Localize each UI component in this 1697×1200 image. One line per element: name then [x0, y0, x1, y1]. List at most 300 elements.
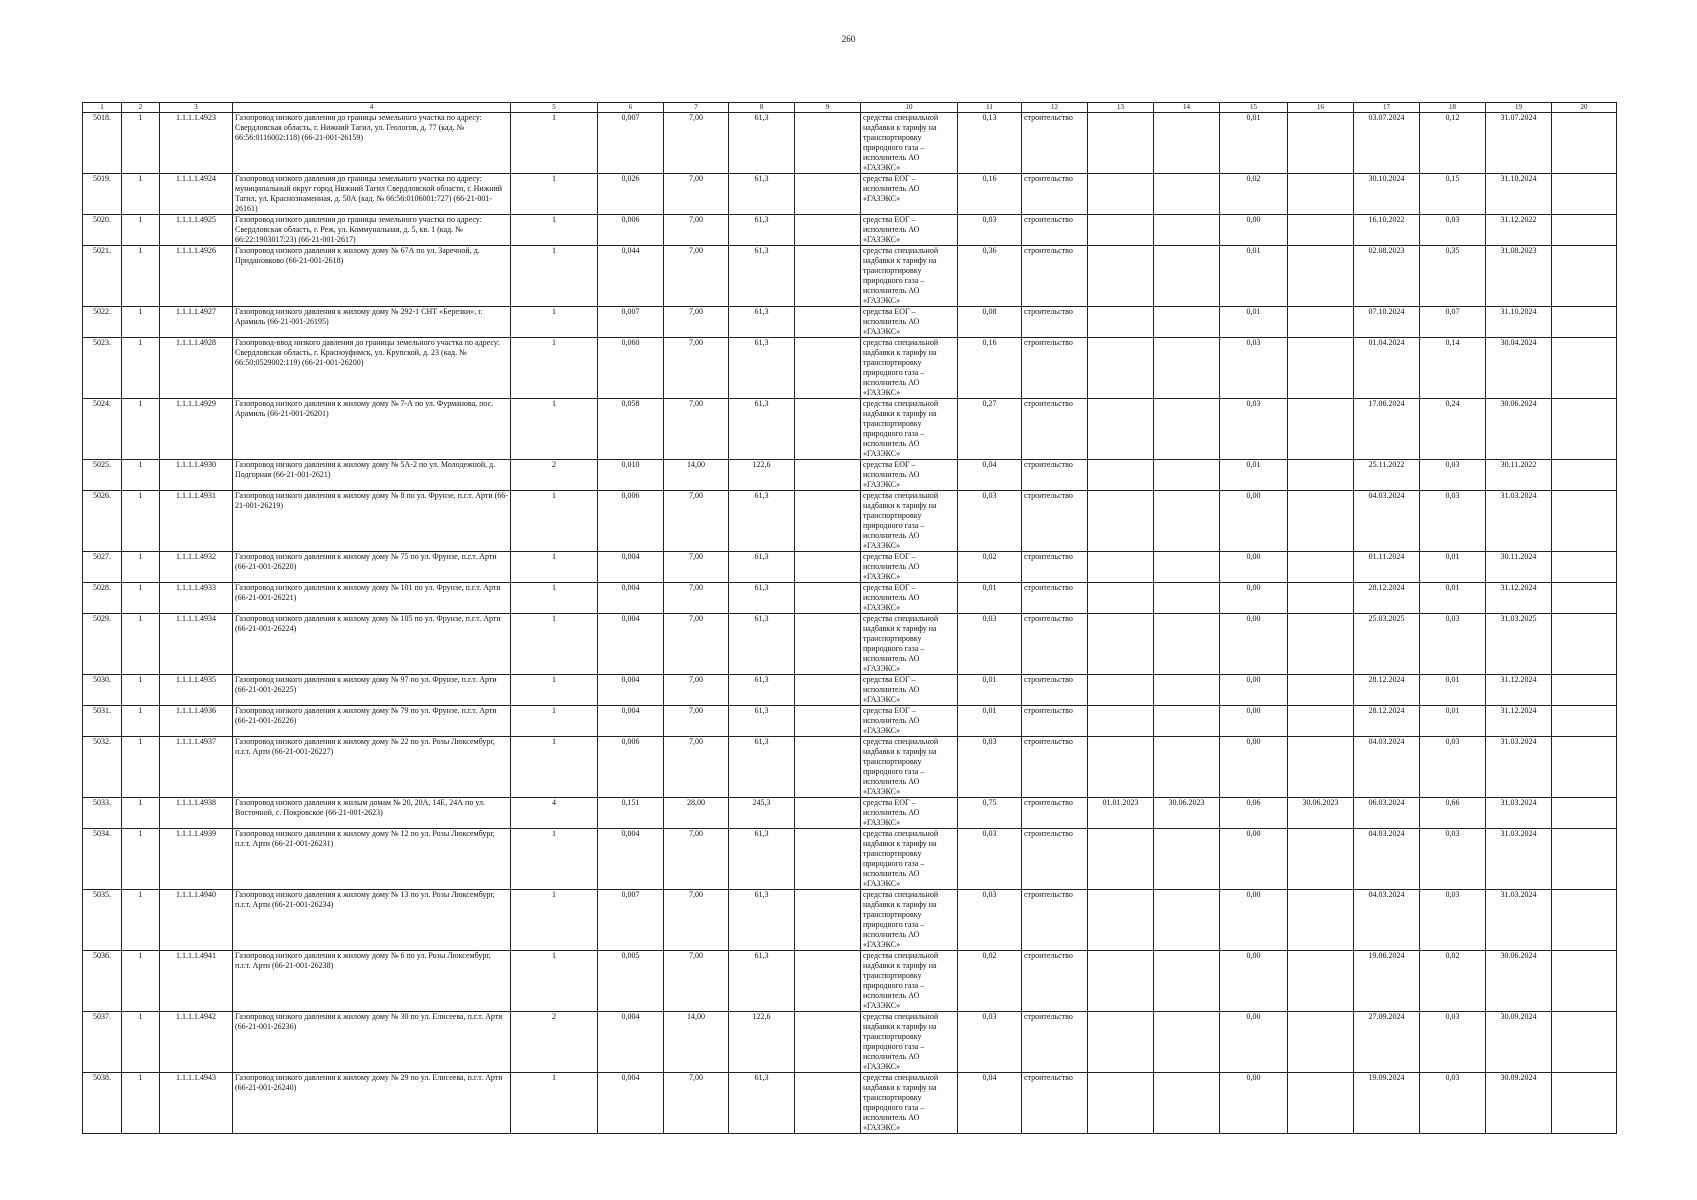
table-cell-col-8: 61,3	[729, 951, 795, 1012]
table-cell-col-14	[1154, 307, 1220, 338]
table-cell-col-17: 16.10.2022	[1354, 215, 1420, 246]
table-cell-col-18: 0,12	[1420, 113, 1486, 174]
table-cell-col-14	[1154, 706, 1220, 737]
table-cell-col-20	[1552, 614, 1617, 675]
table-cell-col-16	[1288, 307, 1354, 338]
table-cell-col-10: средства ЕОГ – исполнитель АО «ГАЗЭКС»	[861, 215, 958, 246]
table-cell-col-18: 0,15	[1420, 174, 1486, 215]
table-cell-col-10: средства ЕОГ – исполнитель АО «ГАЗЭКС»	[861, 675, 958, 706]
table-cell-col-19: 31.03.2024	[1486, 491, 1552, 552]
table-cell-col-9	[795, 174, 861, 215]
table-cell-col-20	[1552, 113, 1617, 174]
table-cell-col-7: 7,00	[664, 113, 729, 174]
table-cell-col-6: 0,151	[598, 798, 664, 829]
table-cell-col-17: 01.04.2024	[1354, 338, 1420, 399]
table-cell-col-5: 1	[511, 215, 598, 246]
table-cell-col-11: 0,16	[958, 174, 1022, 215]
table-cell-col-2: 1	[122, 890, 160, 951]
table-cell-col-11: 0,03	[958, 737, 1022, 798]
table-cell-col-8: 61,3	[729, 113, 795, 174]
table-cell-col-7: 7,00	[664, 338, 729, 399]
table-cell-col-19: 31.03.2024	[1486, 798, 1552, 829]
table-cell-col-2: 1	[122, 675, 160, 706]
table-cell-col-3: 1.1.1.1.4931	[160, 491, 233, 552]
table-cell-col-7: 7,00	[664, 215, 729, 246]
table-row	[83, 614, 1617, 675]
table-cell-col-13	[1088, 338, 1154, 399]
table-cell-col-17: 25.03.2025	[1354, 614, 1420, 675]
table-cell-col-17: 06.03.2024	[1354, 798, 1420, 829]
column-number-19: 19	[1486, 103, 1552, 113]
table-cell-col-6: 0,006	[598, 491, 664, 552]
table-cell-col-9	[795, 338, 861, 399]
table-cell-col-16	[1288, 1073, 1354, 1134]
table-cell-col-10: средства специальной надбавки к тарифу на транспортировку природного газа – исполнитель АО «ГАЗЭКС»	[861, 113, 958, 174]
table-cell-col-15: 0,00	[1220, 552, 1288, 583]
column-number-5: 5	[511, 103, 598, 113]
table-cell-col-1: 5037.	[83, 1012, 122, 1073]
table-cell-col-13	[1088, 890, 1154, 951]
table-cell-col-16	[1288, 951, 1354, 1012]
table-cell-col-17: 04.03.2024	[1354, 491, 1420, 552]
table-cell-col-3: 1.1.1.1.4941	[160, 951, 233, 1012]
table-cell-col-9	[795, 491, 861, 552]
table-cell-col-13	[1088, 246, 1154, 307]
table-cell-col-11: 0,02	[958, 951, 1022, 1012]
table-cell-col-2: 1	[122, 1012, 160, 1073]
table-cell-col-16	[1288, 399, 1354, 460]
table-cell-col-16	[1288, 890, 1354, 951]
table-cell-col-3: 1.1.1.1.4942	[160, 1012, 233, 1073]
table-cell-col-20	[1552, 583, 1617, 614]
table-cell-col-18: 0,35	[1420, 246, 1486, 307]
table-cell-col-5: 1	[511, 113, 598, 174]
table-cell-col-17: 03.07.2024	[1354, 113, 1420, 174]
table-cell-col-17: 30.10.2024	[1354, 174, 1420, 215]
table-cell-col-4: Газопровод низкого давления к жилому дому № 29 по ул. Елисеева, п.г.т. Арти (66-21-001-26240)	[233, 1073, 511, 1134]
table-cell-col-18: 0,03	[1420, 1073, 1486, 1134]
table-cell-col-11: 0,01	[958, 583, 1022, 614]
table-row	[83, 675, 1617, 706]
table-cell-col-5: 1	[511, 491, 598, 552]
table-cell-col-3: 1.1.1.1.4923	[160, 113, 233, 174]
table-cell-col-10: средства ЕОГ – исполнитель АО «ГАЗЭКС»	[861, 460, 958, 491]
table-cell-col-3: 1.1.1.1.4936	[160, 706, 233, 737]
table-cell-col-5: 1	[511, 675, 598, 706]
column-number-8: 8	[729, 103, 795, 113]
table-cell-col-3: 1.1.1.1.4925	[160, 215, 233, 246]
table-cell-col-10: средства специальной надбавки к тарифу на транспортировку природного газа – исполнитель АО «ГАЗЭКС»	[861, 246, 958, 307]
table-cell-col-7: 7,00	[664, 552, 729, 583]
table-cell-col-5: 1	[511, 246, 598, 307]
table-cell-col-13	[1088, 460, 1154, 491]
table-cell-col-18: 0,03	[1420, 614, 1486, 675]
table-cell-col-9	[795, 1073, 861, 1134]
table-cell-col-19: 31.12.2024	[1486, 583, 1552, 614]
table-cell-col-12: строительство	[1022, 491, 1088, 552]
table-cell-col-8: 122,6	[729, 460, 795, 491]
table-cell-col-3: 1.1.1.1.4926	[160, 246, 233, 307]
table-cell-col-20	[1552, 737, 1617, 798]
table-cell-col-7: 7,00	[664, 491, 729, 552]
table-cell-col-4: Газопровод низкого давления к жилому дому № 8 по ул. Фрунзе, п.г.т. Арти (66-21-001-26219)	[233, 491, 511, 552]
table-cell-col-12: строительство	[1022, 174, 1088, 215]
column-number-16: 16	[1288, 103, 1354, 113]
table-cell-col-19: 31.10.2024	[1486, 174, 1552, 215]
table-cell-col-17: 28.12.2024	[1354, 706, 1420, 737]
table-cell-col-20	[1552, 552, 1617, 583]
table-cell-col-11: 0,03	[958, 890, 1022, 951]
table-cell-col-18: 0,03	[1420, 460, 1486, 491]
table-cell-col-2: 1	[122, 174, 160, 215]
table-cell-col-15: 0,00	[1220, 675, 1288, 706]
table-cell-col-14	[1154, 614, 1220, 675]
table-cell-col-14	[1154, 890, 1220, 951]
table-cell-col-9	[795, 675, 861, 706]
table-cell-col-16	[1288, 113, 1354, 174]
table-row	[83, 338, 1617, 399]
table-row	[83, 174, 1617, 215]
table-cell-col-9	[795, 215, 861, 246]
table-cell-col-1: 5035.	[83, 890, 122, 951]
table-cell-col-3: 1.1.1.1.4937	[160, 737, 233, 798]
table-cell-col-8: 61,3	[729, 552, 795, 583]
table-cell-col-7: 7,00	[664, 737, 729, 798]
table-cell-col-2: 1	[122, 460, 160, 491]
table-cell-col-18: 0,03	[1420, 215, 1486, 246]
table-cell-col-17: 25.11.2022	[1354, 460, 1420, 491]
table-cell-col-12: строительство	[1022, 338, 1088, 399]
table-cell-col-19: 31.07.2024	[1486, 113, 1552, 174]
table-cell-col-9	[795, 552, 861, 583]
table-cell-col-6: 0,004	[598, 706, 664, 737]
table-cell-col-8: 61,3	[729, 399, 795, 460]
table-cell-col-7: 7,00	[664, 399, 729, 460]
table-cell-col-4: Газопровод низкого давления до границы земельного участка по адресу: Свердловская область, г. Нижний Тагил, ул. Геологов, д. 77 (кад. № 66:56:0116002:118) (66-21-001-26159)	[233, 113, 511, 174]
table-cell-col-7: 7,00	[664, 174, 729, 215]
table-cell-col-9	[795, 246, 861, 307]
table-cell-col-20	[1552, 675, 1617, 706]
column-number-9: 9	[795, 103, 861, 113]
table-cell-col-1: 5032.	[83, 737, 122, 798]
table-cell-col-8: 61,3	[729, 491, 795, 552]
table-cell-col-5: 1	[511, 829, 598, 890]
table-cell-col-2: 1	[122, 1073, 160, 1134]
table-cell-col-2: 1	[122, 215, 160, 246]
column-number-20: 20	[1552, 103, 1617, 113]
table-cell-col-2: 1	[122, 706, 160, 737]
table-row	[83, 246, 1617, 307]
table-row	[83, 491, 1617, 552]
table-row	[83, 552, 1617, 583]
table-cell-col-15: 0,01	[1220, 246, 1288, 307]
table-cell-col-8: 61,3	[729, 307, 795, 338]
table-row	[83, 890, 1617, 951]
table-cell-col-9	[795, 460, 861, 491]
table-cell-col-6: 0,006	[598, 737, 664, 798]
table-cell-col-19: 31.12.2024	[1486, 706, 1552, 737]
table-row	[83, 737, 1617, 798]
table-cell-col-6: 0,004	[598, 614, 664, 675]
table-cell-col-14	[1154, 1073, 1220, 1134]
table-cell-col-4: Газопровод низкого давления к жилому дому № 30 по ул. Елисеева, п.г.т. Арти (66-21-001-26236)	[233, 1012, 511, 1073]
table-cell-col-3: 1.1.1.1.4932	[160, 552, 233, 583]
table-cell-col-14	[1154, 215, 1220, 246]
table-cell-col-9	[795, 951, 861, 1012]
table-cell-col-18: 0,01	[1420, 706, 1486, 737]
table-row	[83, 1012, 1617, 1073]
table-cell-col-5: 1	[511, 737, 598, 798]
table-cell-col-13	[1088, 174, 1154, 215]
table-cell-col-8: 61,3	[729, 246, 795, 307]
column-number-4: 4	[233, 103, 511, 113]
table-cell-col-3: 1.1.1.1.4940	[160, 890, 233, 951]
column-number-14: 14	[1154, 103, 1220, 113]
table-cell-col-18: 0,03	[1420, 1012, 1486, 1073]
table-cell-col-19: 30.11.2024	[1486, 552, 1552, 583]
table-cell-col-6: 0,004	[598, 1073, 664, 1134]
table-cell-col-8: 61,3	[729, 706, 795, 737]
table-cell-col-16	[1288, 614, 1354, 675]
table-cell-col-14	[1154, 829, 1220, 890]
table-cell-col-4: Газопровод низкого давления к жилому дому № 7-А по ул. Фурманова, пос. Арамиль (66-21-001-26201)	[233, 399, 511, 460]
table-cell-col-8: 61,3	[729, 215, 795, 246]
table-cell-col-7: 7,00	[664, 246, 729, 307]
table-cell-col-18: 0,03	[1420, 829, 1486, 890]
table-cell-col-15: 0,02	[1220, 174, 1288, 215]
table-cell-col-11: 0,04	[958, 1073, 1022, 1134]
table-cell-col-5: 2	[511, 460, 598, 491]
table-cell-col-15: 0,00	[1220, 706, 1288, 737]
table-cell-col-10: средства ЕОГ – исполнитель АО «ГАЗЭКС»	[861, 798, 958, 829]
table-cell-col-8: 61,3	[729, 338, 795, 399]
table-cell-col-1: 5018.	[83, 113, 122, 174]
table-cell-col-1: 5036.	[83, 951, 122, 1012]
table-cell-col-14	[1154, 491, 1220, 552]
table-cell-col-3: 1.1.1.1.4943	[160, 1073, 233, 1134]
table-cell-col-12: строительство	[1022, 614, 1088, 675]
table-cell-col-18: 0,07	[1420, 307, 1486, 338]
table-cell-col-6: 0,004	[598, 1012, 664, 1073]
table-cell-col-10: средства ЕОГ – исполнитель АО «ГАЗЭКС»	[861, 552, 958, 583]
table-cell-col-14	[1154, 338, 1220, 399]
table-cell-col-20	[1552, 460, 1617, 491]
table-cell-col-17: 17.06.2024	[1354, 399, 1420, 460]
table-cell-col-16	[1288, 1012, 1354, 1073]
table-cell-col-10: средства специальной надбавки к тарифу на транспортировку природного газа – исполнитель АО «ГАЗЭКС»	[861, 951, 958, 1012]
table-cell-col-2: 1	[122, 307, 160, 338]
table-cell-col-7: 7,00	[664, 706, 729, 737]
table-cell-col-8: 61,3	[729, 890, 795, 951]
table-cell-col-12: строительство	[1022, 113, 1088, 174]
table-cell-col-8: 61,3	[729, 583, 795, 614]
table-cell-col-11: 0,36	[958, 246, 1022, 307]
table-cell-col-13	[1088, 829, 1154, 890]
table-cell-col-6: 0,010	[598, 460, 664, 491]
column-number-row	[83, 103, 1617, 113]
table-cell-col-14	[1154, 113, 1220, 174]
table-row	[83, 706, 1617, 737]
table-cell-col-10: средства специальной надбавки к тарифу на транспортировку природного газа – исполнитель АО «ГАЗЭКС»	[861, 338, 958, 399]
table-cell-col-13	[1088, 951, 1154, 1012]
table-cell-col-4: Газопровод низкого давления до границы земельного участка по адресу: Свердловская область, г. Реж, ул. Коммунальная, д. 5, кв. 1 (кад. № 66:22:1903017:23) (66-21-001-2617)	[233, 215, 511, 246]
table-cell-col-9	[795, 583, 861, 614]
table-cell-col-2: 1	[122, 113, 160, 174]
table-cell-col-12: строительство	[1022, 583, 1088, 614]
table-cell-col-4: Газопровод низкого давления к жилому дому № 105 по ул. Фрунзе, п.г.т. Арти (66-21-001-26224)	[233, 614, 511, 675]
table-cell-col-17: 02.08.2023	[1354, 246, 1420, 307]
table-cell-col-11: 0,02	[958, 552, 1022, 583]
table-cell-col-13	[1088, 737, 1154, 798]
table-cell-col-16	[1288, 460, 1354, 491]
table-cell-col-17: 28.12.2024	[1354, 583, 1420, 614]
table-cell-col-7: 14,00	[664, 460, 729, 491]
table-cell-col-1: 5019.	[83, 174, 122, 215]
table-cell-col-5: 1	[511, 614, 598, 675]
table-row	[83, 460, 1617, 491]
table-cell-col-18: 0,03	[1420, 737, 1486, 798]
column-number-11: 11	[958, 103, 1022, 113]
table-cell-col-12: строительство	[1022, 675, 1088, 706]
table-cell-col-4: Газопровод низкого давления к жилому дому № 5А-2 по ул. Молодежной, д. Подгорная (66-21-001-2621)	[233, 460, 511, 491]
table-cell-col-15: 0,01	[1220, 113, 1288, 174]
table-cell-col-5: 1	[511, 951, 598, 1012]
table-cell-col-20	[1552, 798, 1617, 829]
table-cell-col-7: 14,00	[664, 1012, 729, 1073]
table-cell-col-5: 1	[511, 706, 598, 737]
table-cell-col-15: 0,00	[1220, 1073, 1288, 1134]
column-number-13: 13	[1088, 103, 1154, 113]
table-row	[83, 583, 1617, 614]
table-cell-col-12: строительство	[1022, 737, 1088, 798]
table-cell-col-1: 5031.	[83, 706, 122, 737]
table-cell-col-15: 0,00	[1220, 614, 1288, 675]
table-cell-col-2: 1	[122, 614, 160, 675]
table-cell-col-19: 30.11.2022	[1486, 460, 1552, 491]
table-cell-col-12: строительство	[1022, 706, 1088, 737]
table-cell-col-12: строительство	[1022, 307, 1088, 338]
table-cell-col-15: 0,03	[1220, 338, 1288, 399]
table-cell-col-15: 0,00	[1220, 1012, 1288, 1073]
table-cell-col-6: 0,004	[598, 675, 664, 706]
table-cell-col-19: 31.08.2023	[1486, 246, 1552, 307]
table-cell-col-9	[795, 737, 861, 798]
table-cell-col-19: 31.03.2024	[1486, 890, 1552, 951]
table-cell-col-18: 0,14	[1420, 338, 1486, 399]
table-cell-col-1: 5030.	[83, 675, 122, 706]
table-cell-col-4: Газопровод низкого давления к жилому дому № 12 по ул. Розы Люксембург, п.г.т. Арти (66-21-001-26231)	[233, 829, 511, 890]
table-row	[83, 1073, 1617, 1134]
table-cell-col-7: 7,00	[664, 307, 729, 338]
table-cell-col-16	[1288, 737, 1354, 798]
table-cell-col-10: средства ЕОГ – исполнитель АО «ГАЗЭКС»	[861, 174, 958, 215]
table-cell-col-11: 0,04	[958, 460, 1022, 491]
table-cell-col-6: 0,006	[598, 215, 664, 246]
column-number-6: 6	[598, 103, 664, 113]
table-cell-col-17: 04.03.2024	[1354, 829, 1420, 890]
table-cell-col-12: строительство	[1022, 798, 1088, 829]
table-cell-col-17: 01.11.2024	[1354, 552, 1420, 583]
table-cell-col-10: средства специальной надбавки к тарифу на транспортировку природного газа – исполнитель АО «ГАЗЭКС»	[861, 399, 958, 460]
table-cell-col-7: 7,00	[664, 614, 729, 675]
table-cell-col-11: 0,03	[958, 491, 1022, 552]
table-cell-col-10: средства специальной надбавки к тарифу на транспортировку природного газа – исполнитель АО «ГАЗЭКС»	[861, 614, 958, 675]
table-cell-col-14: 30.06.2023	[1154, 798, 1220, 829]
table-cell-col-9	[795, 890, 861, 951]
table-cell-col-11: 0,03	[958, 215, 1022, 246]
table-cell-col-16: 30.06.2023	[1288, 798, 1354, 829]
table-cell-col-17: 07.10.2024	[1354, 307, 1420, 338]
table-cell-col-1: 5029.	[83, 614, 122, 675]
table-cell-col-14	[1154, 552, 1220, 583]
table-cell-col-20	[1552, 338, 1617, 399]
table-cell-col-15: 0,00	[1220, 491, 1288, 552]
table-row	[83, 829, 1617, 890]
table-cell-col-7: 28,00	[664, 798, 729, 829]
table-row	[83, 399, 1617, 460]
table-cell-col-15: 0,00	[1220, 215, 1288, 246]
table-cell-col-5: 4	[511, 798, 598, 829]
table-cell-col-2: 1	[122, 798, 160, 829]
table-cell-col-2: 1	[122, 399, 160, 460]
table-cell-col-20	[1552, 1073, 1617, 1134]
table-cell-col-18: 0,01	[1420, 675, 1486, 706]
table-cell-col-16	[1288, 174, 1354, 215]
table-cell-col-4: Газопровод низкого давления к жилому дому № 292-1 СНТ «Березки», г. Арамиль (66-21-001-26195)	[233, 307, 511, 338]
table-cell-col-19: 31.03.2025	[1486, 614, 1552, 675]
table-cell-col-18: 0,01	[1420, 583, 1486, 614]
table-cell-col-19: 31.12.2022	[1486, 215, 1552, 246]
table-cell-col-10: средства специальной надбавки к тарифу на транспортировку природного газа – исполнитель АО «ГАЗЭКС»	[861, 1073, 958, 1134]
table-cell-col-15: 0,00	[1220, 890, 1288, 951]
table-cell-col-13	[1088, 552, 1154, 583]
table-cell-col-20	[1552, 307, 1617, 338]
table-cell-col-18: 0,01	[1420, 552, 1486, 583]
column-number-12: 12	[1022, 103, 1088, 113]
table-cell-col-16	[1288, 706, 1354, 737]
table-cell-col-4: Газопровод низкого давления к жилому дому № 101 по ул. Фрунзе, п.г.т. Арти (66-21-001-26221)	[233, 583, 511, 614]
table-cell-col-6: 0,007	[598, 890, 664, 951]
table-cell-col-10: средства специальной надбавки к тарифу на транспортировку природного газа – исполнитель АО «ГАЗЭКС»	[861, 890, 958, 951]
table-cell-col-11: 0,03	[958, 829, 1022, 890]
table-cell-col-5: 1	[511, 583, 598, 614]
table-cell-col-11: 0,13	[958, 113, 1022, 174]
table-row	[83, 113, 1617, 174]
table-cell-col-6: 0,007	[598, 307, 664, 338]
table-cell-col-16	[1288, 552, 1354, 583]
table-cell-col-1: 5021.	[83, 246, 122, 307]
table-cell-col-6: 0,004	[598, 583, 664, 614]
column-number-18: 18	[1420, 103, 1486, 113]
table-cell-col-15: 0,01	[1220, 460, 1288, 491]
table-cell-col-12: строительство	[1022, 1073, 1088, 1134]
table-cell-col-1: 5024.	[83, 399, 122, 460]
table-cell-col-16	[1288, 583, 1354, 614]
column-number-17: 17	[1354, 103, 1420, 113]
table-cell-col-3: 1.1.1.1.4933	[160, 583, 233, 614]
table-cell-col-13	[1088, 491, 1154, 552]
table-cell-col-15: 0,00	[1220, 829, 1288, 890]
table-cell-col-20	[1552, 890, 1617, 951]
table-cell-col-18: 0,24	[1420, 399, 1486, 460]
table-cell-col-13	[1088, 614, 1154, 675]
table-cell-col-11: 0,01	[958, 706, 1022, 737]
table-cell-col-20	[1552, 399, 1617, 460]
table-row	[83, 307, 1617, 338]
table-cell-col-16	[1288, 829, 1354, 890]
table-cell-col-2: 1	[122, 583, 160, 614]
table-cell-col-10: средства ЕОГ – исполнитель АО «ГАЗЭКС»	[861, 307, 958, 338]
